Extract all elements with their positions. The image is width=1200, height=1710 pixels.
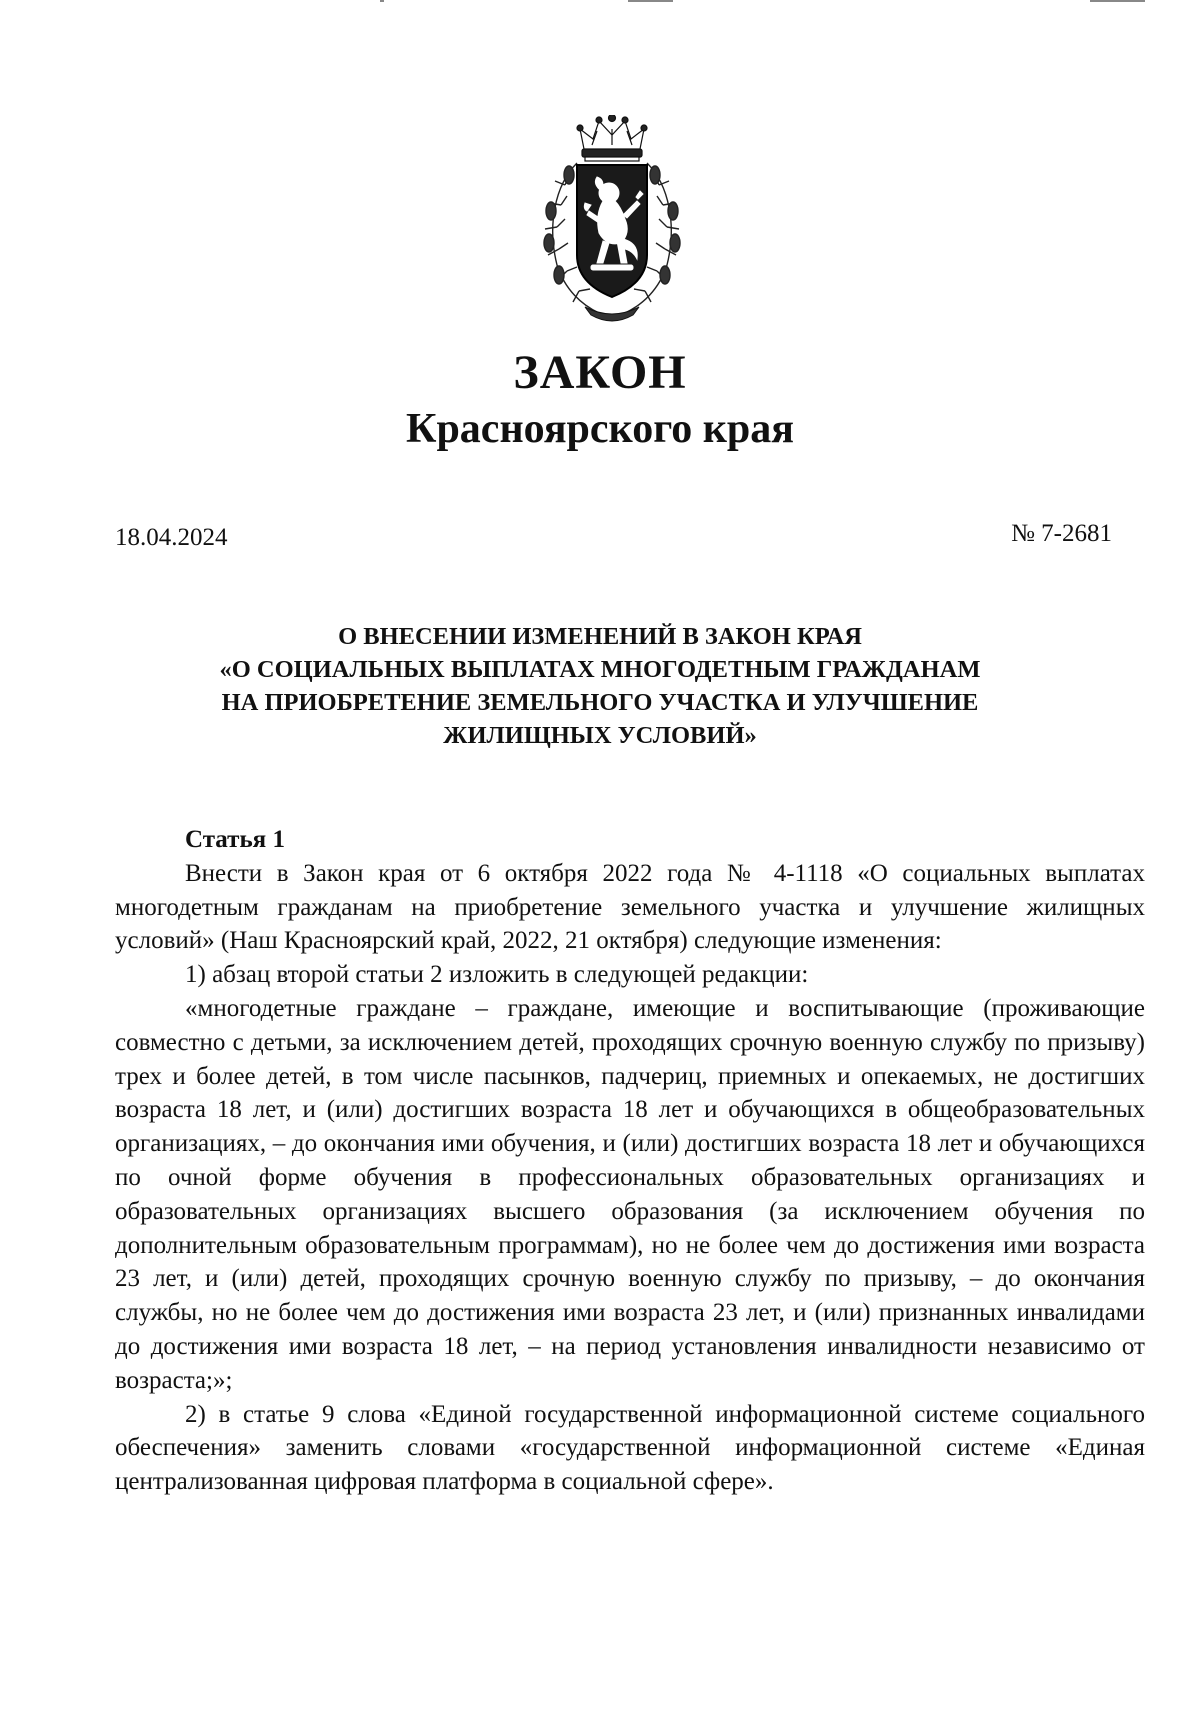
crown-icon <box>577 115 647 161</box>
article-body <box>115 823 1145 1499</box>
article-paragraph: 1) абзац второй статьи 2 изложить в следующей редакции: <box>185 961 809 989</box>
article-paragraph: Внести в Закон края от 6 октября 2022 года № 4-1118 «О социальных выплатах многодетным гражданам на приобретение земельного участка и улучшение жилищных условий» (Наш Красноярский край, 2022, 21 октября) следующие изменения: <box>115 859 1145 955</box>
document-title: ЗАКОН <box>513 346 687 399</box>
law-title-line: «О СОЦИАЛЬНЫХ ВЫПЛАТАХ МНОГОДЕТНЫМ ГРАЖДАНАМ <box>219 656 981 683</box>
scan-mark <box>1090 0 1145 2</box>
law-title-line: ЖИЛИЩНЫХ УСЛОВИЙ» <box>443 722 757 749</box>
scan-mark <box>628 0 673 2</box>
scan-mark <box>380 0 384 2</box>
document-number: № 7-2681 <box>1011 520 1112 547</box>
ribbon <box>585 307 639 321</box>
law-title-line: О ВНЕСЕНИИ ИЗМЕНЕНИЙ В ЗАКОН КРАЯ <box>338 623 862 650</box>
document-date: 18.04.2024 <box>115 524 228 551</box>
article-heading: Статья 1 <box>185 826 285 853</box>
scan-edge-marks <box>0 0 1200 6</box>
article-paragraph: 2) в статье 9 слова «Единой государственной информационной системе социального обеспечения» заменить словами «государственной информационной системе «Единая централизованная цифровая платформа в социальной сфере». <box>115 1400 1145 1496</box>
document-subtitle: Красноярского края <box>405 406 795 452</box>
coat-of-arms-emblem <box>537 115 687 325</box>
law-title <box>150 620 1050 752</box>
law-title-line: НА ПРИОБРЕТЕНИЕ ЗЕМЕЛЬНОГО УЧАСТКА И УЛУЧШЕНИЕ <box>221 689 979 716</box>
article-paragraph: «многодетные граждане – граждане, имеющие и воспитывающие (проживающие совместно с детьми, за исключением детей, проходящих срочную военную службу по призыву) трех и более детей, в том числе пасынков, падчериц, приемных и опекаемых, не достигших возраста 18 лет, и (или) достигших возраста 18 лет и обучающихся в общеобразовательных организациях, – до окончания ими обучения, и (или) достигших возраста 18 лет и обучающихся по очной форме обучения в профессиональных образовательных организациях и образовательных организациях высшего образования (за исключением обучения по дополнительным образовательным программам), но не более чем до достижения ими возраста 23 лет, и (или) детей, проходящих срочную военную службу по призыву, – до окончания службы, но не более чем до достижения ими возраста 23 лет, и (или) признанных инвалидами до достижения ими возраста 18 лет, – на период установления инвалидности независимо от возраста;»; <box>115 994 1145 1394</box>
